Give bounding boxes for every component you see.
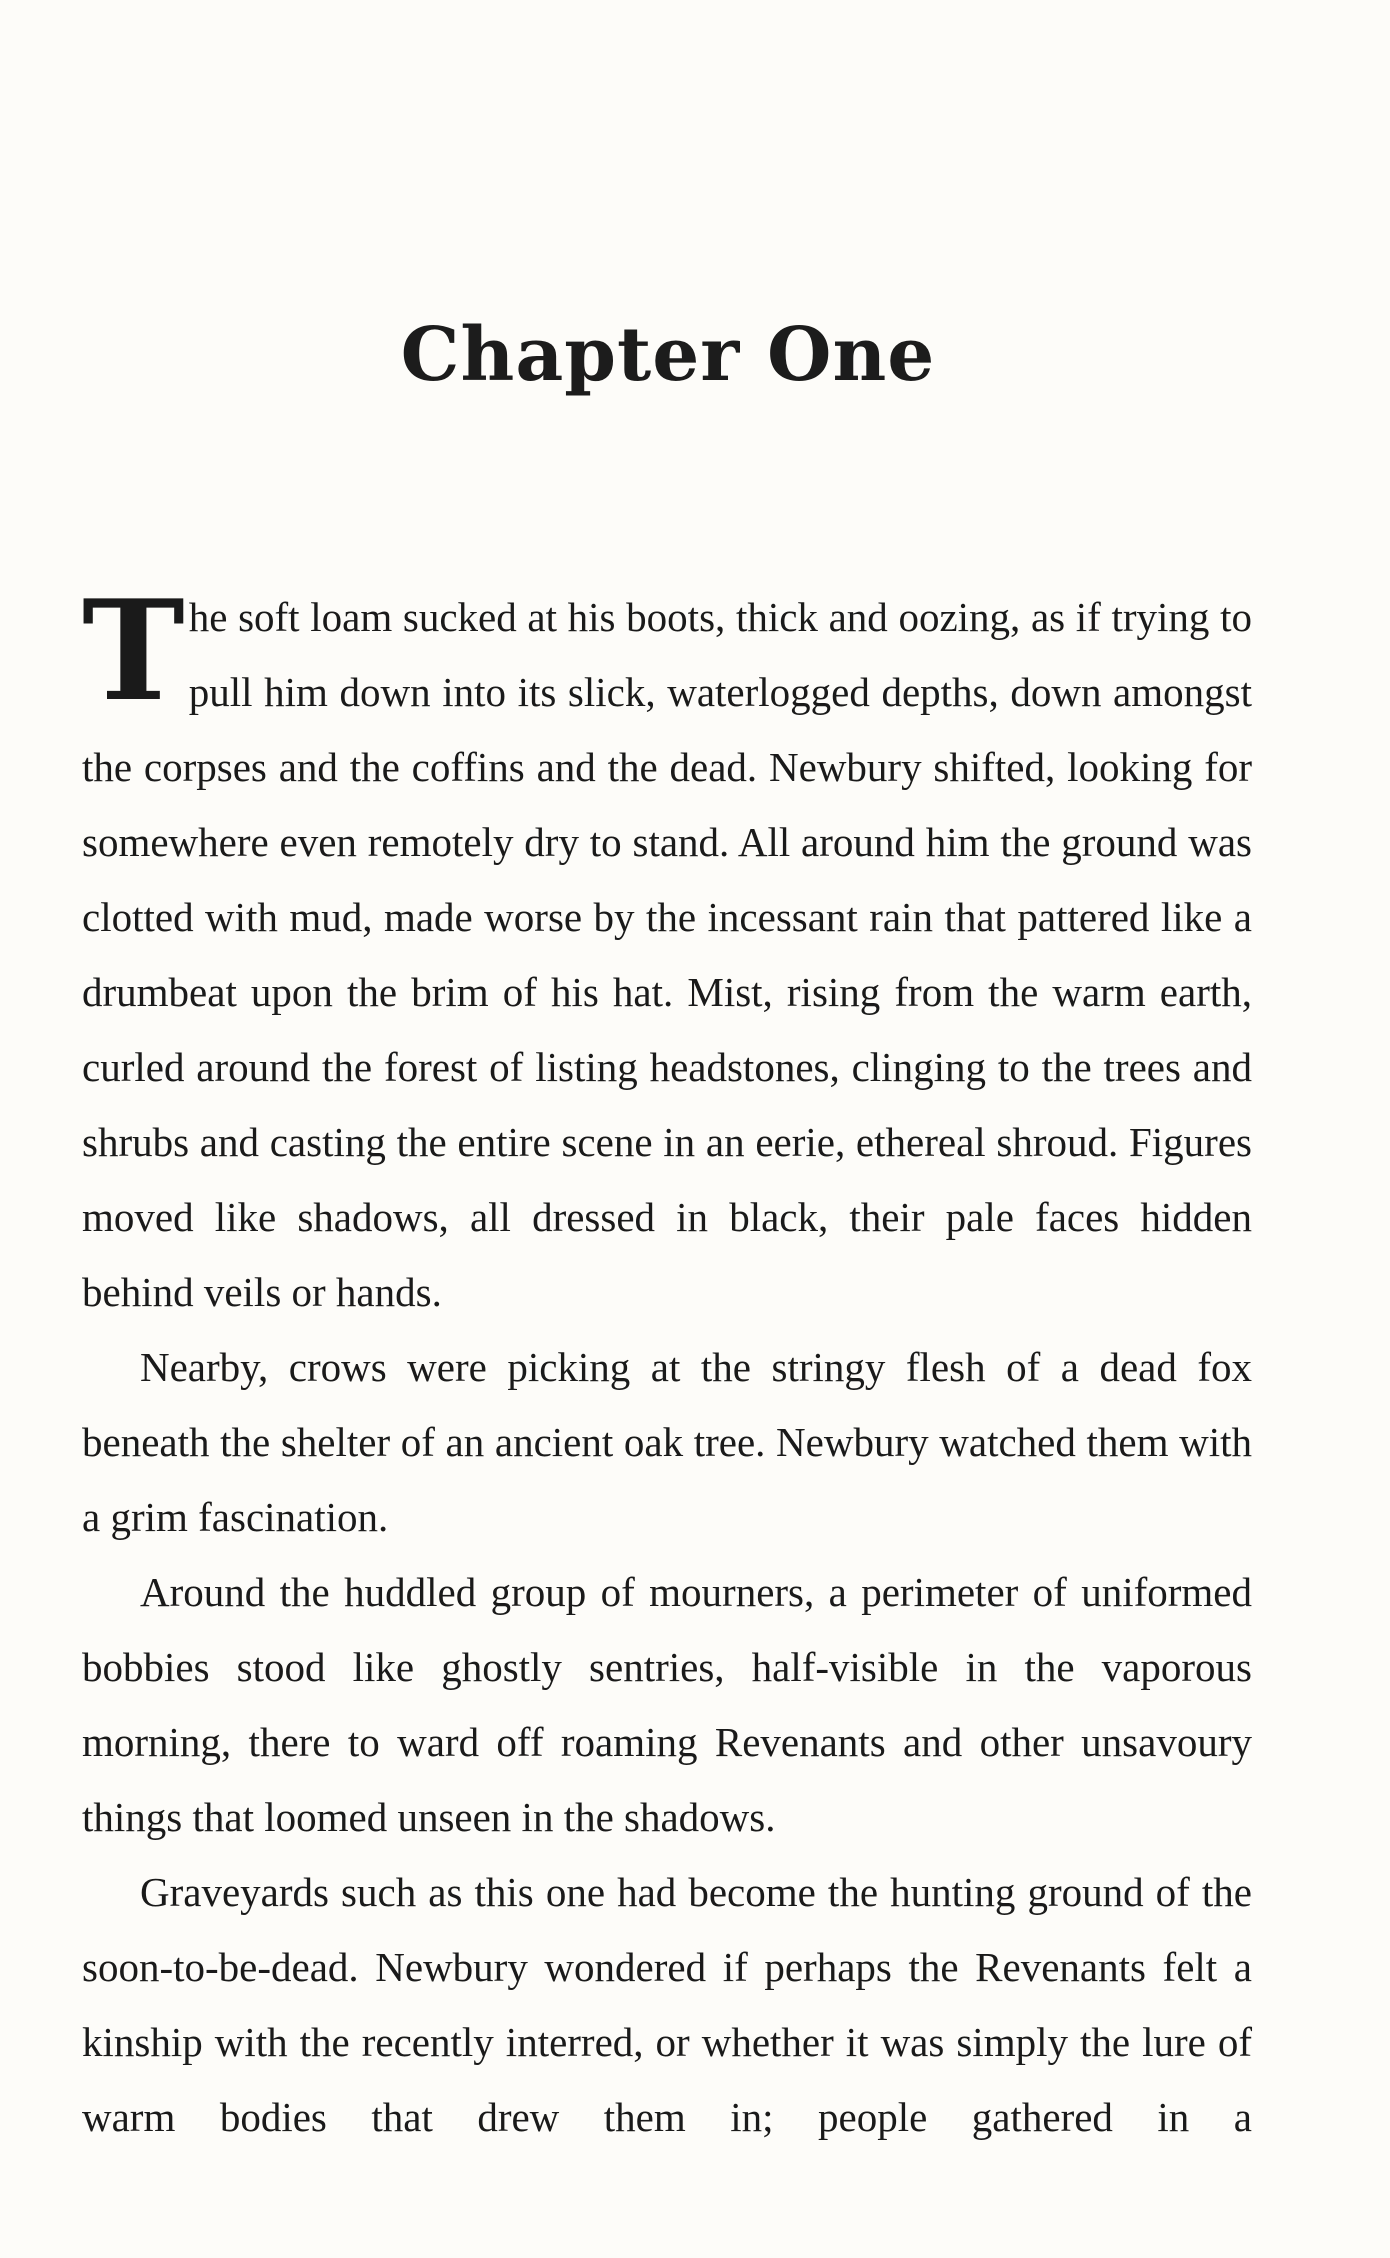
paragraph-1-text: he soft loam sucked at his boots, thick and oozing, as if trying to pull him down into its slick, waterlogged depths, down amongst the corpses and the coffins and the dead. Newbury shifted, looking for somewhere even remotely dry to stand. All around him the ground was clotted with mud, made worse by the incessant rain that pattered like a drumbeat upon the brim of his hat. Mist, rising from the warm earth, curled around the forest of listing headstones, clinging to the trees and shrubs and casting the entire scene in an eerie, ethereal shroud. Figures moved like shadows, all dressed in black, their pale faces hidden behind veils or hands. [82,594,1252,1315]
paragraph-4: Graveyards such as this one had become the hunting ground of the soon-to-be-dead. Newbury wondered if perhaps the Revenants felt a kinship with the recently interred, or whether it was simply the lure of warm bodies that drew them in; people gathered in a [82,1869,1252,2140]
drop-cap: T [82,569,185,732]
paragraph-1 [82,569,1252,1330]
chapter-title: Chapter One [400,312,936,398]
paragraph-2: Nearby, crows were picking at the stringy flesh of a dead fox beneath the shelter of an ancient oak tree. Newbury watched them with a grim fascination. [82,1344,1252,1540]
paragraph-3: Around the huddled group of mourners, a perimeter of uniformed bobbies stood like ghostly sentries, half-visible in the vaporous morning, there to ward off roaming Revenants and other unsavoury things that loomed unseen in the shadows. [82,1569,1252,1840]
chapter-body [82,569,1252,2155]
